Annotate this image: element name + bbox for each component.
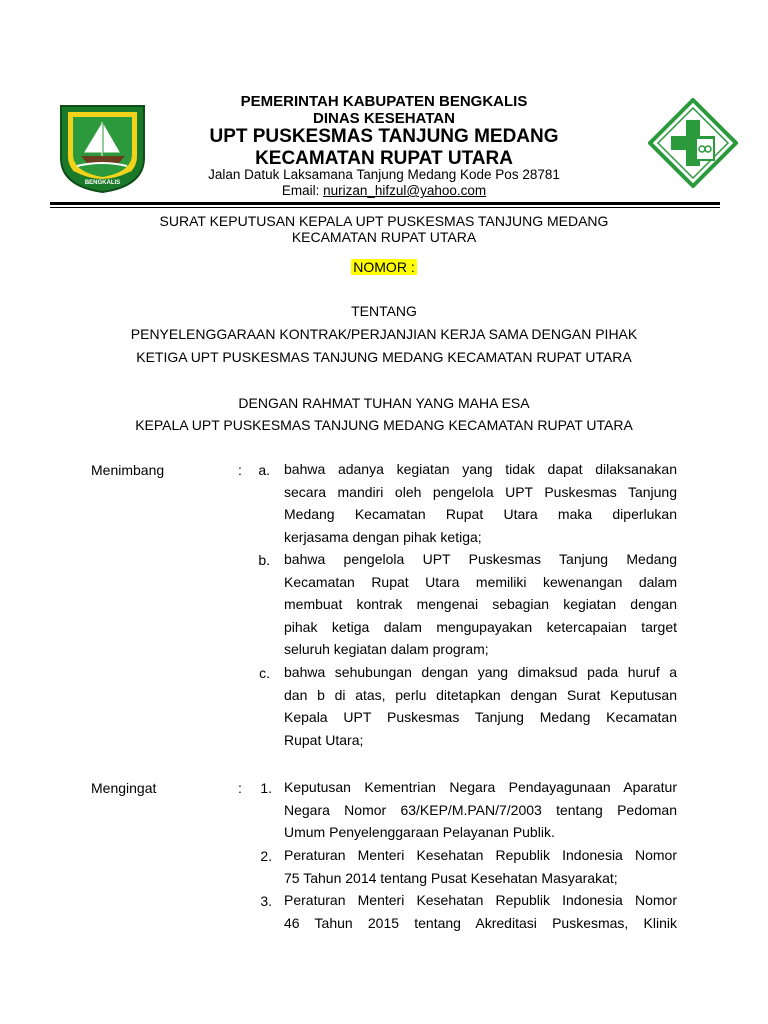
- menimbang-colon: :: [238, 462, 242, 478]
- mengingat-2-line: 75 Tahun 2014 tentang Pusat Kesehatan Masyarakat;: [284, 869, 618, 886]
- svg-text:BENGKALIS: BENGKALIS: [84, 180, 121, 186]
- header-address: Jalan Datuk Laksamana Tanjung Medang Kode Pos 28781: [208, 167, 560, 182]
- decree-title-line2: KECAMATAN RUPAT UTARA: [291, 229, 477, 245]
- menimbang-a-line: bahwa adanya kegiatan yang tidak dapat dilaksanakan: [284, 461, 677, 477]
- menimbang-c-line: dan b di atas, perlu ditetapkan dengan Surat Keputusan: [284, 686, 677, 703]
- kepala-line: KEPALA UPT PUSKESMAS TANJUNG MEDANG KECAMATAN RUPAT UTARA: [135, 417, 633, 433]
- mengingat-colon: :: [238, 780, 242, 796]
- decree-number-line: [0, 259, 768, 275]
- nomor-label: NOMOR :: [353, 259, 415, 275]
- menimbang-b-line: pihak ketiga dalam mengupayakan ketercapaian target: [284, 618, 677, 635]
- menimbang-a-line: kerjasama dengan pihak ketiga;: [284, 528, 482, 545]
- menimbang-item-b: [284, 548, 677, 661]
- menimbang-b-line: bahwa pengelola UPT Puskesmas Tanjung Medang: [284, 551, 677, 567]
- header-district: KECAMATAN RUPAT UTARA: [255, 148, 513, 169]
- menimbang-marker-c: c.: [259, 665, 270, 681]
- menimbang-item-c: [284, 661, 677, 751]
- mengingat-marker-2: 2.: [260, 848, 272, 864]
- menimbang-a-line: secara mandiri oleh pengelola UPT Puskesmas Tanjung: [284, 483, 677, 500]
- header-email-line: [0, 183, 768, 198]
- menimbang-a-line: Medang Kecamatan Rupat Utara maka diperlukan: [284, 506, 677, 523]
- mengingat-item-1: [284, 776, 677, 844]
- letterhead-rule-thin: [50, 207, 720, 208]
- menimbang-b-line: seluruh kegiatan dalam program;: [284, 641, 489, 658]
- menimbang-b-line: Kecamatan Rupat Utara memiliki kewenangan dalam: [284, 573, 677, 590]
- header-government: PEMERINTAH KABUPATEN BENGKALIS: [240, 93, 528, 110]
- letterhead-rule-thick: [50, 202, 720, 205]
- mengingat-1-line: Umum Penyelenggaraan Pelayanan Publik.: [284, 824, 555, 841]
- mengingat-2-line: Peraturan Menteri Kesehatan Republik Indonesia Nomor: [284, 847, 677, 863]
- menimbang-c-line: Rupat Utara;: [284, 731, 364, 748]
- menimbang-marker-b: b.: [258, 552, 270, 568]
- decree-title-line1: SURAT KEPUTUSAN KEPALA UPT PUSKESMAS TANJUNG MEDANG: [159, 213, 609, 229]
- mengingat-3-line: 46 Tahun 2015 tentang Akreditasi Puskesmas, Klinik: [284, 914, 677, 931]
- mengingat-marker-1: 1.: [260, 780, 272, 796]
- mengingat-marker-3: 3.: [260, 893, 272, 909]
- header-institution: UPT PUSKESMAS TANJUNG MEDANG: [209, 126, 559, 147]
- menimbang-item-a: [284, 458, 677, 548]
- tentang-label: TENTANG: [351, 303, 417, 319]
- mengingat-1-line: Negara Nomor 63/KEP/M.PAN/7/2003 tentang Pedoman: [284, 801, 677, 818]
- menimbang-b-line: membuat kontrak mengenai sebagian kegiatan dengan: [284, 596, 677, 613]
- mengingat-item-3: [284, 889, 677, 934]
- menimbang-c-line: Kepala UPT Puskesmas Tanjung Medang Kecamatan: [284, 709, 677, 726]
- email-link[interactable]: nurizan_hifzul@yahoo.com: [323, 183, 487, 198]
- subject-line1: PENYELENGGARAAN KONTRAK/PERJANJIAN KERJA SAMA DENGAN PIHAK: [130, 326, 638, 342]
- menimbang-label: Menimbang: [91, 462, 165, 478]
- menimbang-c-line: bahwa sehubungan dengan yang dimaksud pada huruf a: [284, 664, 677, 680]
- mengingat-item-2: [284, 844, 677, 889]
- mengingat-1-line: Keputusan Kementrian Negara Pendayagunaan Aparatur: [284, 779, 677, 795]
- subject-line2: KETIGA UPT PUSKESMAS TANJUNG MEDANG KECAMATAN RUPAT UTARA: [136, 349, 632, 365]
- header-department: DINAS KESEHATAN: [313, 110, 455, 127]
- mengingat-3-line: Peraturan Menteri Kesehatan Republik Indonesia Nomor: [284, 892, 677, 908]
- menimbang-marker-a: a.: [258, 462, 270, 478]
- rahmat-line: DENGAN RAHMAT TUHAN YANG MAHA ESA: [238, 395, 530, 411]
- email-label: Email:: [281, 183, 324, 198]
- mengingat-label: Mengingat: [91, 780, 157, 796]
